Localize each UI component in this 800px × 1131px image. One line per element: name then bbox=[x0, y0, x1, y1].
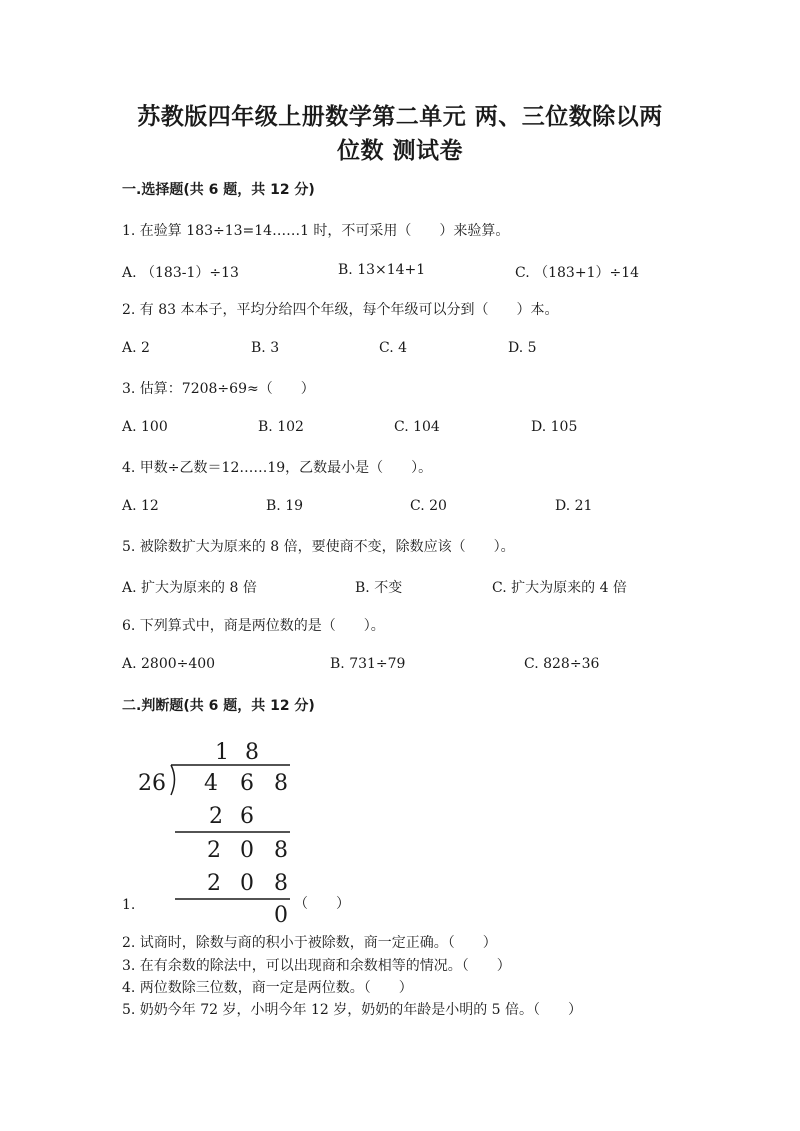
option-5a[interactable]: A. 扩大为原来的 8 倍 bbox=[122, 580, 257, 596]
remainder: 0 bbox=[274, 903, 288, 928]
option-6c[interactable]: C. 828÷36 bbox=[524, 656, 600, 672]
long-division-figure bbox=[128, 733, 308, 928]
question-5: 5. 被除数扩大为原来的 8 倍，要使商不变，除数应该（ ）。 bbox=[122, 539, 515, 555]
option-5b[interactable]: B. 不变 bbox=[355, 580, 403, 596]
quotient-digit: 8 bbox=[245, 740, 259, 765]
option-4c[interactable]: C. 20 bbox=[410, 498, 447, 514]
step1-digit: 6 bbox=[240, 804, 254, 829]
dividend-digit: 8 bbox=[274, 771, 288, 796]
question-2: 2. 有 83 本本子，平均分给四个年级，每个年级可以分到（ ）本。 bbox=[122, 302, 559, 318]
judgement-1-answer-blank[interactable]: （ ） bbox=[294, 896, 350, 912]
option-6b[interactable]: B. 731÷79 bbox=[330, 656, 406, 672]
option-4b[interactable]: B. 19 bbox=[266, 498, 304, 514]
judgement-4: 4. 两位数除三位数，商一定是两位数。（ ） bbox=[122, 980, 413, 996]
step2-digit: 8 bbox=[274, 838, 288, 863]
option-3a[interactable]: A. 100 bbox=[122, 419, 168, 435]
question-4: 4. 甲数÷乙数＝12……19，乙数最小是（ ）。 bbox=[122, 460, 433, 476]
option-3c[interactable]: C. 104 bbox=[394, 419, 440, 435]
step3-digit: 8 bbox=[274, 871, 288, 896]
dividend-digit: 6 bbox=[240, 771, 254, 796]
division-bracket bbox=[171, 765, 175, 795]
step3-digit: 2 bbox=[207, 871, 221, 896]
option-1a[interactable]: A. （183-1）÷13 bbox=[122, 265, 239, 281]
page-title-line1: 苏教版四年级上册数学第二单元 两、三位数除以两 bbox=[137, 104, 663, 130]
section-heading-judgement: 二.判断题(共 6 题，共 12 分) bbox=[122, 698, 315, 714]
option-6a[interactable]: A. 2800÷400 bbox=[122, 656, 216, 672]
option-1b[interactable]: B. 13×14+1 bbox=[338, 262, 426, 278]
step1-digit: 2 bbox=[209, 804, 223, 829]
option-2d[interactable]: D. 5 bbox=[508, 340, 537, 356]
question-1: 1. 在验算 183÷13=14……1 时，不可采用（ ）来验算。 bbox=[122, 223, 510, 239]
option-2c[interactable]: C. 4 bbox=[379, 340, 408, 356]
divisor: 26 bbox=[138, 771, 166, 796]
judgement-3: 3. 在有余数的除法中，可以出现商和余数相等的情况。（ ） bbox=[122, 958, 511, 974]
judgement-2: 2. 试商时，除数与商的积小于被除数，商一定正确。（ ） bbox=[122, 935, 497, 951]
step2-digit: 0 bbox=[240, 838, 254, 863]
option-2a[interactable]: A. 2 bbox=[122, 340, 150, 356]
option-3b[interactable]: B. 102 bbox=[258, 419, 304, 435]
page-title-line2: 位数 测试卷 bbox=[336, 138, 463, 164]
section-heading-choice: 一.选择题(共 6 题，共 12 分) bbox=[122, 182, 315, 198]
question-3: 3. 估算：7208÷69≈（ ） bbox=[122, 381, 315, 397]
step3-digit: 0 bbox=[240, 871, 254, 896]
option-4a[interactable]: A. 12 bbox=[122, 498, 159, 514]
judgement-1-label: 1. bbox=[122, 897, 136, 913]
option-3d[interactable]: D. 105 bbox=[531, 419, 578, 435]
question-6: 6. 下列算式中，商是两位数的是（ ）。 bbox=[122, 618, 385, 634]
step2-digit: 2 bbox=[207, 838, 221, 863]
dividend-digit: 4 bbox=[204, 771, 218, 796]
option-5c[interactable]: C. 扩大为原来的 4 倍 bbox=[492, 580, 627, 596]
quotient-digit: 1 bbox=[215, 740, 229, 765]
option-4d[interactable]: D. 21 bbox=[555, 498, 593, 514]
option-1c[interactable]: C. （183+1）÷14 bbox=[515, 265, 640, 281]
judgement-5: 5. 奶奶今年 72 岁，小明今年 12 岁，奶奶的年龄是小明的 5 倍。（ ） bbox=[122, 1002, 583, 1018]
option-2b[interactable]: B. 3 bbox=[251, 340, 280, 356]
